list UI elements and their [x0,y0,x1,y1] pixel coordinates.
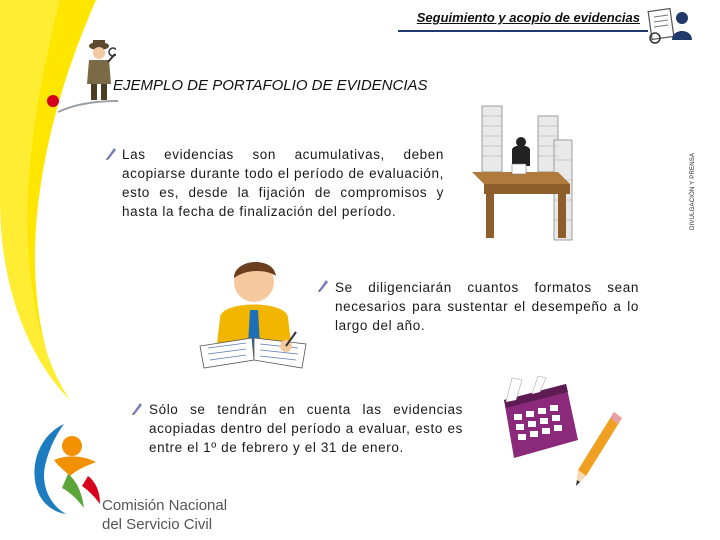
header-title: Seguimiento y acopio de evidencias [416,10,640,25]
bullet-text-1: Las evidencias son acumulativas, deben acopiarse durante todo el período de evaluación, esto es, desde la fijación de compromisos y hasta la fecha de finalización del período. [122,147,444,219]
student-writing [198,248,310,372]
header-rule [398,30,648,32]
side-label: DIVULGACIÓN Y PRENSA [690,152,696,230]
pencil-bullet-icon [316,278,330,292]
desk-with-document-stacks [472,100,580,252]
document-person-icon [644,6,694,46]
bullet-text-2: Se diligenciarán cuantos formatos sean necesarios para sustentar el desempeño a lo largo del año. [335,280,639,333]
calendar-icon [492,376,582,472]
red-dot [47,95,59,107]
detective-icon [82,38,116,104]
organization-name-line1: Comisión Nacional [102,497,228,514]
pencil-bullet-icon [130,401,144,415]
organization-name [102,496,227,534]
pencil-icon [574,410,624,488]
pencil-bullet-icon [104,146,118,160]
slide-title: EJEMPLO DE PORTAFOLIO DE EVIDENCIAS [113,77,428,94]
bullet-text-3: Sólo se tendrán en cuenta las evidencias acopiadas dentro del período a evaluar, esto es entre el 1º de febrero y el 31 de enero. [149,402,463,455]
organization-name-line2: del Servicio Civil [102,516,213,533]
cnsc-logo [24,416,110,516]
